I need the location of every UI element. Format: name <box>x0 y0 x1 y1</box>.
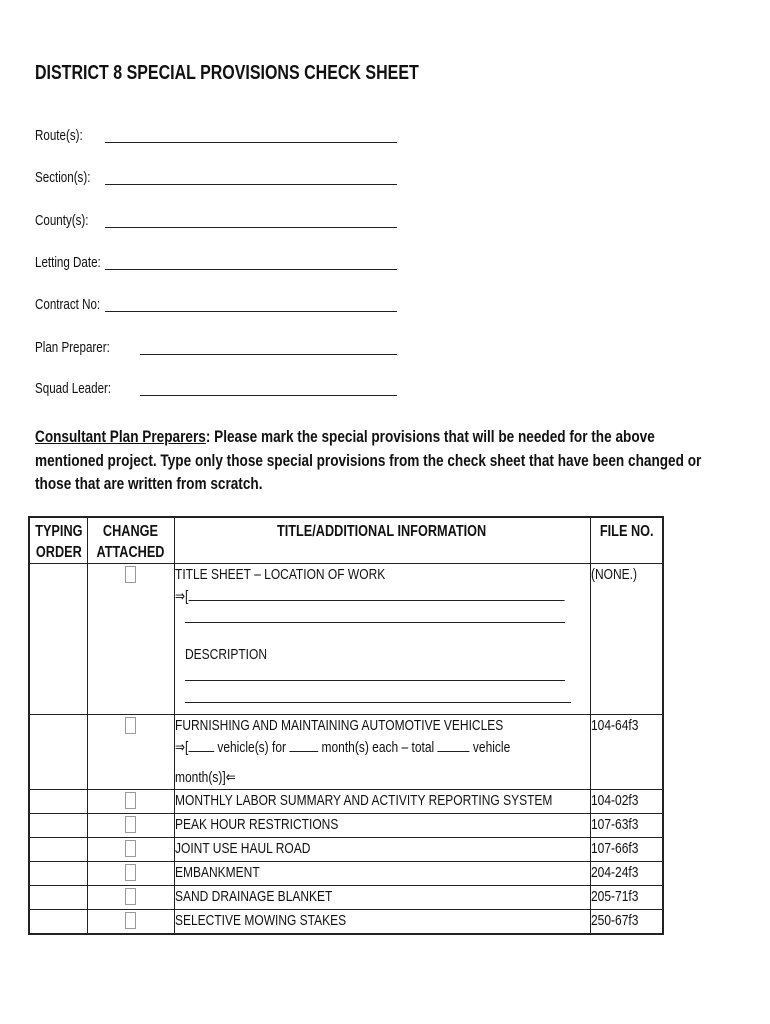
change-attached-cell <box>87 838 174 862</box>
squad-leader-field[interactable] <box>35 381 400 399</box>
checkbox[interactable] <box>125 717 136 734</box>
route-field[interactable] <box>35 128 400 146</box>
typing-order-cell[interactable] <box>29 715 87 790</box>
page-title: DISTRICT 8 SPECIAL PROVISIONS CHECK SHEET <box>35 62 419 84</box>
typing-order-cell[interactable] <box>29 886 87 910</box>
county-label: County(s): <box>35 213 89 229</box>
checkbox[interactable] <box>125 840 136 857</box>
letting-date-line[interactable] <box>105 269 397 270</box>
file-no-cell: 204-24f3 <box>590 862 663 886</box>
title-header: TITLE/ADDITIONAL INFORMATION <box>174 517 590 564</box>
instructions-heading: Consultant Plan Preparers <box>35 427 206 446</box>
file-no-cell: 107-66f3 <box>590 838 663 862</box>
checkbox[interactable] <box>125 912 136 929</box>
contract-no-field[interactable] <box>35 297 400 315</box>
checkbox[interactable] <box>125 566 136 583</box>
description-line-1[interactable] <box>185 674 565 681</box>
typing-order-header: TYPING ORDER <box>29 517 87 564</box>
typing-order-cell[interactable] <box>29 790 87 814</box>
change-attached-cell <box>87 814 174 838</box>
file-no-cell: 107-63f3 <box>590 814 663 838</box>
title-cell: SAND DRAINAGE BLANKET <box>174 886 590 910</box>
title-cell: FURNISHING AND MAINTAINING AUTOMOTIVE VEHICLES ⇒[ vehicle(s) for month(s) each – total vehicle month(s)]⇐ <box>174 715 590 790</box>
table-row <box>29 814 663 838</box>
file-no-cell: 205-71f3 <box>590 886 663 910</box>
typing-order-cell[interactable] <box>29 814 87 838</box>
plan-preparer-label: Plan Preparer: <box>35 340 110 356</box>
change-attached-cell <box>87 886 174 910</box>
title-cell: TITLE SHEET – LOCATION OF WORK ⇒[ DESCRIPTION <box>174 564 590 715</box>
plan-preparer-field[interactable] <box>35 340 400 358</box>
contract-no-line[interactable] <box>105 311 397 312</box>
title-cell: JOINT USE HAUL ROAD <box>174 838 590 862</box>
typing-order-cell[interactable] <box>29 564 87 715</box>
checkbox[interactable] <box>125 816 136 833</box>
table-row <box>29 862 663 886</box>
checkbox[interactable] <box>125 864 136 881</box>
table-header-row <box>29 517 663 564</box>
title-cell: MONTHLY LABOR SUMMARY AND ACTIVITY REPORTING SYSTEM <box>174 790 590 814</box>
county-field[interactable] <box>35 213 400 231</box>
file-no-cell: 104-64f3 <box>590 715 663 790</box>
table-row <box>29 910 663 934</box>
route-label: Route(s): <box>35 128 83 144</box>
file-no-cell: (NONE.) <box>590 564 663 715</box>
contract-no-label: Contract No: <box>35 297 101 313</box>
table-row <box>29 564 663 715</box>
file-no-cell: 250-67f3 <box>590 910 663 934</box>
plan-preparer-line[interactable] <box>140 354 397 355</box>
typing-order-cell[interactable] <box>29 862 87 886</box>
title-cell: PEAK HOUR RESTRICTIONS <box>174 814 590 838</box>
county-line[interactable] <box>105 227 397 228</box>
squad-leader-line[interactable] <box>140 395 397 396</box>
table-row <box>29 790 663 814</box>
letting-date-label: Letting Date: <box>35 255 101 271</box>
table-row <box>29 886 663 910</box>
change-attached-header: CHANGE ATTACHED <box>87 517 174 564</box>
change-attached-cell <box>87 715 174 790</box>
table-row <box>29 715 663 790</box>
typing-order-cell[interactable] <box>29 910 87 934</box>
checkbox[interactable] <box>125 888 136 905</box>
location-line-2[interactable] <box>185 616 565 623</box>
squad-leader-label: Squad Leader: <box>35 381 112 397</box>
file-no-cell: 104-02f3 <box>590 790 663 814</box>
instructions-text: Please mark the special provisions that will be needed for the above mentioned project. Type only those special provisions from the check sheet that have been changed or those that are written from scratch. <box>35 427 702 493</box>
change-attached-cell <box>87 862 174 886</box>
checkbox[interactable] <box>125 792 136 809</box>
section-label: Section(s): <box>35 170 91 186</box>
instructions-paragraph <box>35 425 723 496</box>
title-cell: EMBANKMENT <box>174 862 590 886</box>
file-no-header: FILE NO. <box>590 517 663 564</box>
provisions-table <box>28 516 664 935</box>
table-row <box>29 838 663 862</box>
title-cell: SELECTIVE MOWING STAKES <box>174 910 590 934</box>
route-line[interactable] <box>105 142 397 143</box>
description-line-2[interactable] <box>185 702 571 703</box>
section-field[interactable] <box>35 170 400 188</box>
description-label: DESCRIPTION <box>184 646 267 663</box>
change-attached-cell <box>87 564 174 715</box>
change-attached-cell <box>87 790 174 814</box>
instructions-colon: : <box>205 427 211 446</box>
letting-date-field[interactable] <box>35 255 400 273</box>
section-line[interactable] <box>105 184 397 185</box>
typing-order-cell[interactable] <box>29 838 87 862</box>
change-attached-cell <box>87 910 174 934</box>
